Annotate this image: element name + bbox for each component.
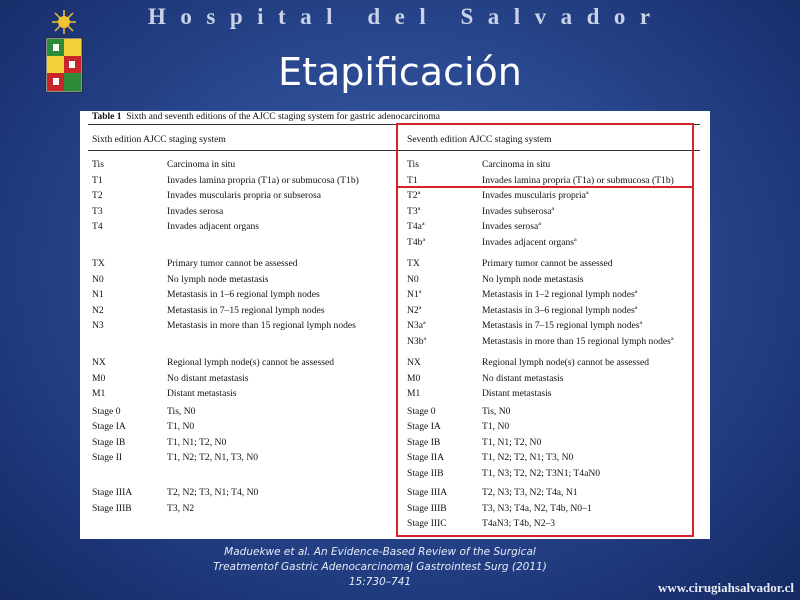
sixth-code-cell: TX (92, 258, 105, 269)
sixth-code-cell: N1 (92, 289, 104, 300)
seventh-description-cell: Metastasis in 1–2 regional lymph nodesª (482, 289, 638, 300)
sixth-code-cell: NX (92, 357, 106, 368)
sixth-edition-header: Sixth edition AJCC staging system (92, 134, 226, 145)
seventh-code-cell: T4bª (407, 236, 426, 248)
seventh-description-cell: T2, N3; T3, N2; T4a, N1 (482, 487, 578, 498)
sixth-code-cell: Stage IIIB (92, 502, 132, 514)
seventh-description-cell: T1, N2; T2, N1; T3, N0 (482, 452, 574, 463)
seventh-description-cell: T1, N0 (482, 421, 510, 432)
sixth-description-cell: Invades serosa (167, 205, 224, 217)
seventh-code-cell: Stage IA (407, 421, 441, 432)
seventh-code-cell: TX (407, 258, 420, 269)
sixth-description-cell: Metastasis in 7–15 regional lymph nodes (167, 304, 325, 316)
sixth-code-cell: Stage II (92, 452, 123, 463)
seventh-description-cell: Primary tumor cannot be assessed (482, 258, 613, 269)
sixth-code-cell: M1 (92, 388, 106, 399)
sixth-description-cell: Invades muscularis propria or subserosa (167, 190, 321, 201)
sixth-code-cell: Stage IB (92, 436, 126, 448)
sixth-description-cell: Invades lamina propria (T1a) or submucosa (T1b) (167, 174, 359, 186)
sixth-description-cell: Metastasis in more than 15 regional lymph nodes (167, 320, 356, 331)
sun-emblem-icon (52, 10, 76, 34)
seventh-code-cell: T2ª (407, 190, 421, 201)
seventh-code-cell: Stage IIIC (407, 518, 447, 529)
sixth-code-cell: T4 (92, 221, 103, 232)
seventh-description-cell: T1, N1; T2, N0 (482, 436, 542, 448)
seventh-description-cell: Tis, N0 (482, 405, 511, 417)
sixth-code-cell: T1 (92, 174, 103, 186)
sixth-description-cell: Regional lymph node(s) cannot be assessed (167, 357, 335, 368)
citation-line: Treatmentof Gastric AdenocarcinomaJ Gastrointest Surg (2011) (213, 561, 547, 573)
t1-row-highlight-line (397, 186, 693, 188)
table-label: Table 1 (92, 112, 122, 122)
seventh-description-cell: T1, N3; T2, N2; T3N1; T4aN0 (482, 467, 601, 479)
seventh-code-cell: N1ª (407, 289, 422, 300)
sixth-description-cell: No distant metastasis (167, 372, 249, 384)
seventh-description-cell: Invades adjacent organsª (482, 236, 577, 248)
seventh-edition-header: Seventh edition AJCC staging system (407, 134, 552, 145)
citation-line: 15:730–741 (348, 576, 412, 588)
seventh-description-cell: Metastasis in 7–15 regional lymph nodesª (482, 320, 643, 331)
sixth-description-cell: Primary tumor cannot be assessed (167, 258, 298, 269)
sixth-description-cell: T1, N2; T2, N1, T3, N0 (167, 452, 259, 463)
seventh-code-cell: N3aª (407, 320, 426, 331)
sixth-description-cell: Distant metastasis (167, 388, 237, 399)
sixth-code-cell: N3 (92, 320, 104, 331)
seventh-code-cell: Stage IIB (407, 467, 444, 479)
sixth-description-cell: Carcinoma in situ (167, 159, 236, 170)
seventh-code-cell: Stage IIA (407, 452, 445, 463)
seventh-code-cell: M1 (407, 388, 421, 399)
citation (190, 545, 570, 590)
seventh-code-cell: T3ª (407, 205, 421, 217)
seventh-description-cell: T3, N3; T4a, N2, T4b, N0–1 (482, 502, 592, 514)
seventh-description-cell: Invades lamina propria (T1a) or submucosa (T1b) (482, 174, 674, 186)
seventh-code-cell: Stage IIIA (407, 487, 448, 498)
seventh-description-cell: Metastasis in 3–6 regional lymph nodesª (482, 304, 638, 316)
sixth-code-cell: Tis (92, 159, 104, 170)
sixth-code-cell: N2 (92, 304, 104, 316)
sixth-description-cell: No lymph node metastasis (167, 273, 269, 285)
sixth-description-cell: T1, N0 (167, 421, 195, 432)
seventh-description-cell: Invades serosaª (482, 221, 541, 232)
seventh-description-cell: Regional lymph node(s) cannot be assessed (482, 357, 650, 368)
table-caption (92, 112, 440, 122)
seventh-description-cell: Invades subserosaª (482, 205, 555, 217)
citation-line: Maduekwe et al. An Evidence-Based Review of the Surgical (224, 546, 536, 558)
sixth-code-cell: M0 (92, 372, 106, 384)
sixth-code-cell: Stage IA (92, 421, 126, 432)
seventh-description-cell: Carcinoma in situ (482, 159, 551, 170)
seventh-description-cell: T4aN3; T4b, N2–3 (482, 518, 556, 529)
seventh-description-cell: Distant metastasis (482, 388, 552, 399)
sixth-description-cell: Metastasis in 1–6 regional lymph nodes (167, 289, 320, 300)
seventh-code-cell: M0 (407, 372, 421, 384)
sixth-code-cell: Stage IIIA (92, 487, 133, 498)
seventh-code-cell: N2ª (407, 304, 422, 316)
seventh-code-cell: Tis (407, 159, 419, 170)
seventh-description-cell: Metastasis in more than 15 regional lymph nodesª (482, 335, 674, 347)
seventh-code-cell: Stage 0 (407, 405, 436, 417)
sixth-code-cell: T2 (92, 190, 103, 201)
seventh-code-cell: Stage IIIB (407, 502, 447, 514)
seventh-code-cell: T1 (407, 174, 418, 186)
sixth-description-cell: T3, N2 (167, 502, 195, 514)
table-caption-text: Sixth and seventh editions of the AJCC staging system for gastric adenocarcinoma (126, 112, 440, 122)
seventh-description-cell: No distant metastasis (482, 372, 564, 384)
seventh-code-cell: T4aª (407, 221, 425, 232)
sixth-code-cell: Stage 0 (92, 405, 121, 417)
sixth-description-cell: Tis, N0 (167, 405, 196, 417)
slide-title: Etapificación (278, 50, 522, 94)
seventh-code-cell: N0 (407, 273, 419, 285)
sixth-description-cell: T2, N2; T3, N1; T4, N0 (167, 487, 259, 498)
hospital-name-header: Hospital del Salvador (148, 4, 665, 29)
sixth-description-cell: Invades adjacent organs (167, 221, 259, 232)
seventh-code-cell: Stage IB (407, 436, 441, 448)
seventh-description-cell: No lymph node metastasis (482, 273, 584, 285)
sixth-code-cell: N0 (92, 273, 104, 285)
seventh-code-cell: N3bª (407, 335, 427, 347)
seventh-code-cell: NX (407, 357, 421, 368)
sixth-code-cell: T3 (92, 205, 103, 217)
website-url: www.cirugiahsalvador.cl (657, 580, 794, 595)
sixth-description-cell: T1, N1; T2, N0 (167, 436, 227, 448)
seventh-description-cell: Invades muscularis propriaª (482, 190, 589, 201)
